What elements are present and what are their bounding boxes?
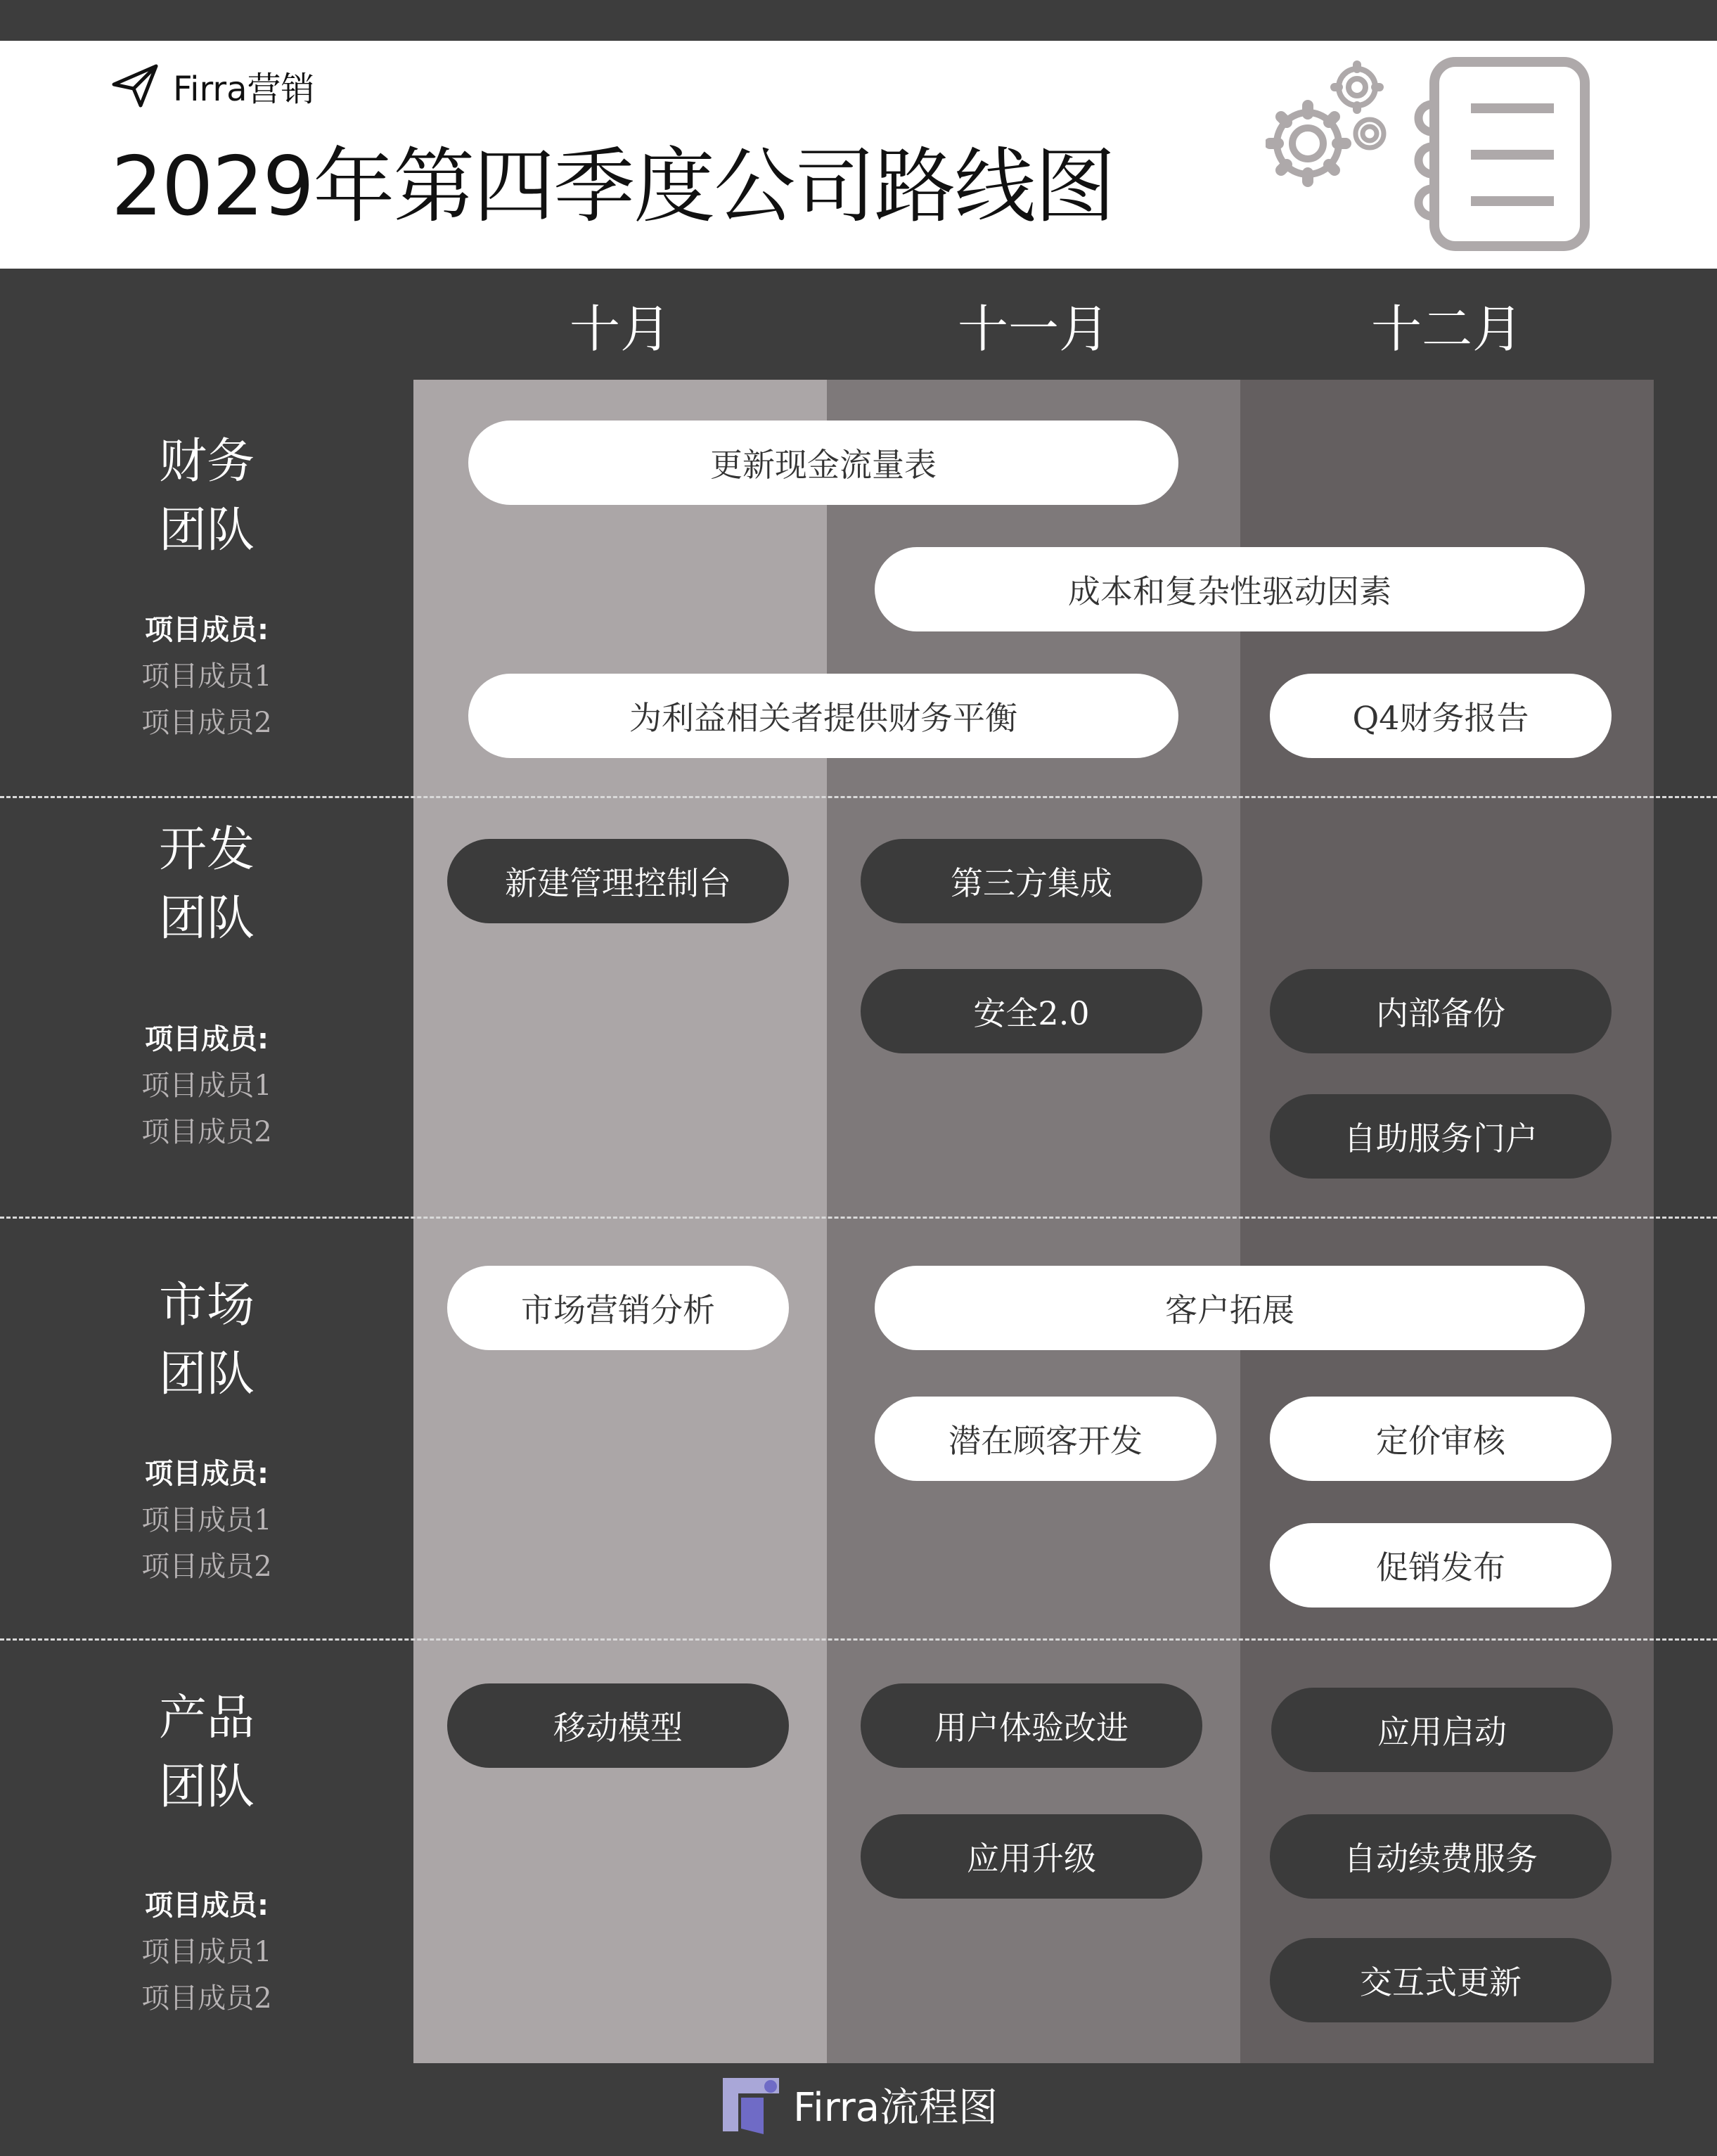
member-2: 项目成员2 — [141, 1982, 272, 2015]
footer-brand: Firra流程图 — [793, 2085, 998, 2131]
team-marketing-name-line1: 市场 — [158, 1278, 255, 1333]
member-1: 项目成员1 — [141, 1070, 272, 1102]
members-label: 项目成员: — [145, 614, 269, 646]
task-pill[interactable]: 内部备份 — [1270, 969, 1612, 1053]
members-label: 项目成员: — [145, 1458, 269, 1490]
task-pill[interactable]: 自动续费服务 — [1270, 1814, 1612, 1899]
small-gear-icon — [1335, 65, 1380, 110]
team-product-name — [0, 1684, 413, 1822]
task-pill[interactable]: 更新现金流量表 — [468, 421, 1178, 505]
member-1: 项目成员1 — [141, 1504, 272, 1536]
month-november: 十一月 — [957, 300, 1110, 359]
member-2: 项目成员2 — [141, 1551, 272, 1583]
task-pill[interactable]: 成本和复杂性驱动因素 — [875, 547, 1585, 631]
team-product-name-line1: 产品 — [158, 1690, 255, 1746]
task-pill[interactable]: 安全2.0 — [861, 969, 1202, 1053]
document-icon — [1419, 62, 1586, 246]
team-dev-name-line1: 开发 — [158, 822, 255, 878]
task-pill[interactable]: Q4财务报告 — [1270, 674, 1612, 758]
team-finance-members — [0, 607, 413, 746]
team-product-members — [0, 1882, 413, 2022]
member-2: 项目成员2 — [141, 707, 272, 739]
month-october: 十月 — [569, 300, 671, 359]
team-dev-name — [0, 816, 413, 954]
task-pill[interactable]: 应用启动 — [1271, 1688, 1613, 1772]
column-december — [1240, 380, 1654, 2063]
task-pill[interactable]: 市场营销分析 — [447, 1266, 789, 1350]
team-divider — [0, 1217, 1717, 1219]
team-divider — [0, 796, 1717, 798]
gear-icon — [1270, 105, 1346, 181]
page-title: 2029年第四季度公司路线图 — [111, 139, 1115, 234]
task-pill[interactable]: 自助服务门户 — [1270, 1094, 1612, 1179]
tiny-gear-icon — [1356, 120, 1384, 148]
task-pill[interactable]: 移动模型 — [447, 1683, 789, 1768]
team-marketing-name-line2: 团队 — [158, 1347, 255, 1402]
team-finance-name-line1: 财务 — [158, 434, 255, 489]
task-pill[interactable]: 用户体验改进 — [861, 1683, 1202, 1768]
brand — [111, 63, 315, 108]
firra-logo-icon — [721, 2075, 780, 2134]
task-pill[interactable]: 促销发布 — [1270, 1523, 1612, 1608]
team-dev-name-line2: 团队 — [158, 891, 255, 947]
team-marketing-members — [0, 1451, 413, 1590]
column-october — [413, 380, 827, 2063]
column-november — [827, 380, 1240, 2063]
top-band — [0, 0, 1717, 41]
team-marketing-name — [0, 1271, 413, 1409]
task-pill[interactable]: 新建管理控制台 — [447, 839, 789, 923]
team-finance-name — [0, 428, 413, 565]
task-pill[interactable]: 客户拓展 — [875, 1266, 1585, 1350]
brand-name: Firra营销 — [173, 69, 315, 109]
members-label: 项目成员: — [145, 1889, 269, 1922]
task-pill[interactable]: 交互式更新 — [1270, 1938, 1612, 2022]
document-gears-illustration — [1266, 55, 1596, 259]
month-december: 十二月 — [1370, 300, 1523, 359]
task-pill[interactable]: 潜在顾客开发 — [875, 1397, 1216, 1481]
footer — [721, 2073, 998, 2136]
team-divider — [0, 1638, 1717, 1641]
team-product-name-line2: 团队 — [158, 1759, 255, 1815]
task-pill[interactable]: 应用升级 — [861, 1814, 1202, 1899]
team-dev-members — [0, 1016, 413, 1155]
team-finance-name-line2: 团队 — [158, 503, 255, 558]
member-2: 项目成员2 — [141, 1116, 272, 1148]
task-pill[interactable]: 为利益相关者提供财务平衡 — [468, 674, 1178, 758]
task-pill[interactable]: 第三方集成 — [861, 839, 1202, 923]
member-1: 项目成员1 — [141, 1936, 272, 1968]
paper-plane-icon — [111, 63, 159, 108]
task-pill[interactable]: 定价审核 — [1270, 1397, 1612, 1481]
member-1: 项目成员1 — [141, 660, 272, 693]
members-label: 项目成员: — [145, 1023, 269, 1055]
